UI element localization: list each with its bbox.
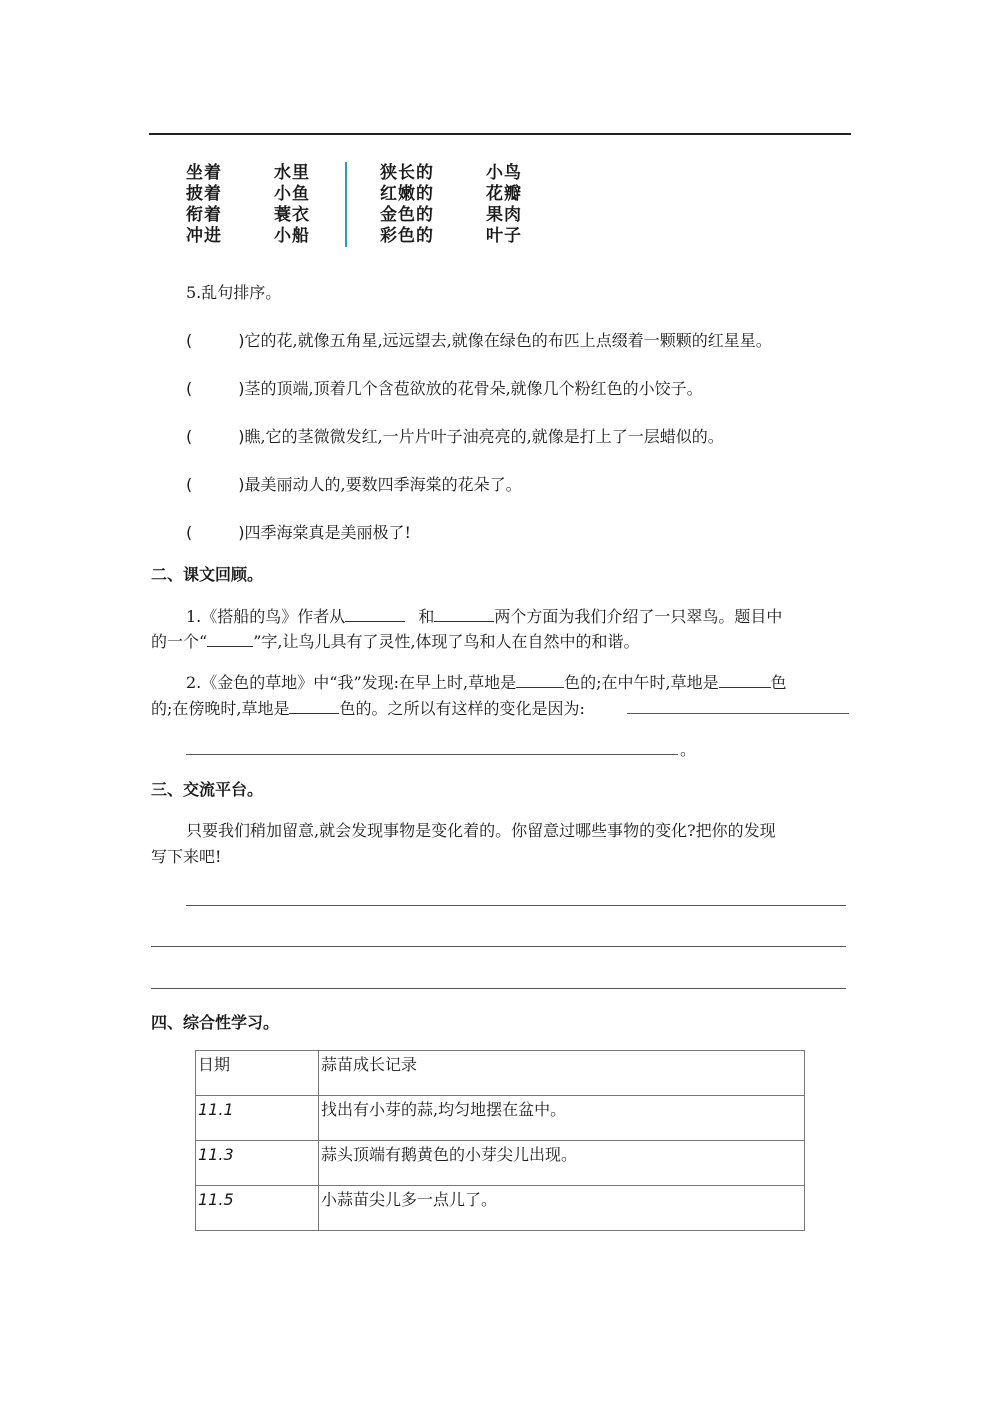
s2-q1-line1: [186, 605, 782, 628]
fill-blank[interactable]: [289, 697, 339, 714]
section3-paragraph: 写下来吧!: [151, 847, 222, 866]
match-word: 金色的: [380, 205, 434, 225]
table-row: [196, 1186, 805, 1231]
answer-line[interactable]: [186, 754, 678, 755]
s2-q1-text: 1.《搭船的鸟》作者从: [186, 607, 346, 626]
match-word: 小船: [274, 226, 310, 246]
match-word: 水里: [274, 163, 310, 183]
match-word: 衔着: [186, 205, 222, 225]
match-word: 小鱼: [274, 184, 310, 204]
table-row: [196, 1096, 805, 1141]
s2-q2-text: 2.《金色的草地》中“我”发现:在早上时,草地是: [186, 673, 517, 692]
writing-line[interactable]: [186, 905, 846, 906]
writing-line[interactable]: [151, 946, 846, 947]
s2-q2-text: 色: [770, 673, 787, 692]
match-word: 红嫩的: [380, 184, 434, 204]
paren-close: ): [238, 475, 245, 494]
s2-q2-line1: [186, 671, 787, 694]
match-word: 叶子: [486, 226, 522, 246]
match-word: 果肉: [486, 205, 522, 225]
top-rule: [149, 133, 851, 135]
paren-close: ): [238, 427, 245, 446]
paren-open: (: [186, 379, 193, 398]
paren-close: ): [238, 331, 245, 350]
fill-blank[interactable]: [719, 671, 771, 688]
growth-record-table: [195, 1050, 805, 1231]
record-cell: 找出有小芽的蒜,均匀地摆在盆中。: [319, 1096, 805, 1141]
s2-q2-text: 的;在傍晚时,草地是: [151, 699, 290, 718]
record-cell: 蒜头顶端有鹅黄色的小芽尖儿出现。: [319, 1141, 805, 1186]
end-mark: 。: [680, 740, 697, 759]
answer-line[interactable]: [627, 713, 849, 714]
paren-open: (: [186, 475, 193, 494]
s2-q1-text: 的一个“: [151, 632, 208, 651]
match-word: 蓑衣: [274, 205, 310, 225]
section3-heading: 三、交流平台。: [151, 780, 264, 799]
q5-title: 5.乱句排序。: [186, 283, 282, 302]
q5-item: [186, 474, 522, 496]
q5-item: [186, 426, 724, 448]
section4-heading: 四、综合性学习。: [151, 1013, 280, 1032]
table-header-row: [196, 1051, 805, 1096]
fill-blank[interactable]: [345, 605, 405, 622]
section2-heading: 二、课文回顾。: [151, 565, 264, 584]
paren-close: ): [238, 379, 245, 398]
date-cell: 11.5: [196, 1186, 319, 1231]
q5-item-text: 它的花,就像五角星,远远望去,就像在绿色的布匹上点缀着一颗颗的红星星。: [244, 331, 772, 350]
record-cell: 小蒜苗尖儿多一点儿了。: [319, 1186, 805, 1231]
date-cell: 11.1: [196, 1096, 319, 1141]
match-right-col2: [486, 163, 522, 247]
date-cell: 11.3: [196, 1141, 319, 1186]
s2-q1-text: 和: [418, 607, 435, 626]
q5-item-text: 最美丽动人的,要数四季海棠的花朵了。: [244, 475, 522, 494]
s2-q2-text: 色的;在中午时,草地是: [564, 673, 719, 692]
s2-q2-line2: [151, 697, 585, 720]
match-word: 狭长的: [380, 163, 434, 183]
q5-item-text: 茎的顶端,顶着几个含苞欲放的花骨朵,就像几个粉红色的小饺子。: [244, 379, 703, 398]
match-word: 披着: [186, 184, 222, 204]
header-cell: 日期: [196, 1051, 319, 1096]
match-word: 彩色的: [380, 226, 434, 246]
match-left-col1: [186, 163, 222, 247]
s2-q1-line2: [151, 630, 640, 653]
writing-line[interactable]: [151, 988, 846, 989]
fill-blank[interactable]: [516, 671, 564, 688]
q5-item-text: 瞧,它的茎微微发红,一片片叶子油亮亮的,就像是打上了一层蜡似的。: [244, 427, 724, 446]
paren-close: ): [238, 523, 245, 542]
match-left-col2: [274, 163, 310, 247]
s2-q1-text: 两个方面为我们介绍了一只翠鸟。题目中: [494, 607, 783, 626]
s2-q2-text: 色的。之所以有这样的变化是因为:: [339, 699, 585, 718]
q5-item: [186, 522, 411, 544]
fill-blank[interactable]: [207, 630, 253, 647]
match-word: 花瓣: [486, 184, 522, 204]
table-row: [196, 1141, 805, 1186]
match-word: 冲进: [186, 226, 222, 246]
paren-open: (: [186, 331, 193, 350]
fill-blank[interactable]: [434, 605, 494, 622]
q5-item-text: 四季海棠真是美丽极了!: [244, 523, 411, 542]
paren-open: (: [186, 523, 193, 542]
q5-item: [186, 378, 703, 400]
paren-open: (: [186, 427, 193, 446]
column-divider: [345, 162, 347, 247]
match-right-col1: [380, 163, 434, 247]
s2-q1-text: ”字,让鸟儿具有了灵性,体现了鸟和人在自然中的和谐。: [253, 632, 640, 651]
header-cell: 蒜苗成长记录: [319, 1051, 805, 1096]
section3-paragraph: 只要我们稍加留意,就会发现事物是变化着的。你留意过哪些事物的变化?把你的发现: [186, 821, 776, 840]
q5-item: [186, 330, 772, 352]
match-word: 小鸟: [486, 163, 522, 183]
match-word: 坐着: [186, 163, 222, 183]
